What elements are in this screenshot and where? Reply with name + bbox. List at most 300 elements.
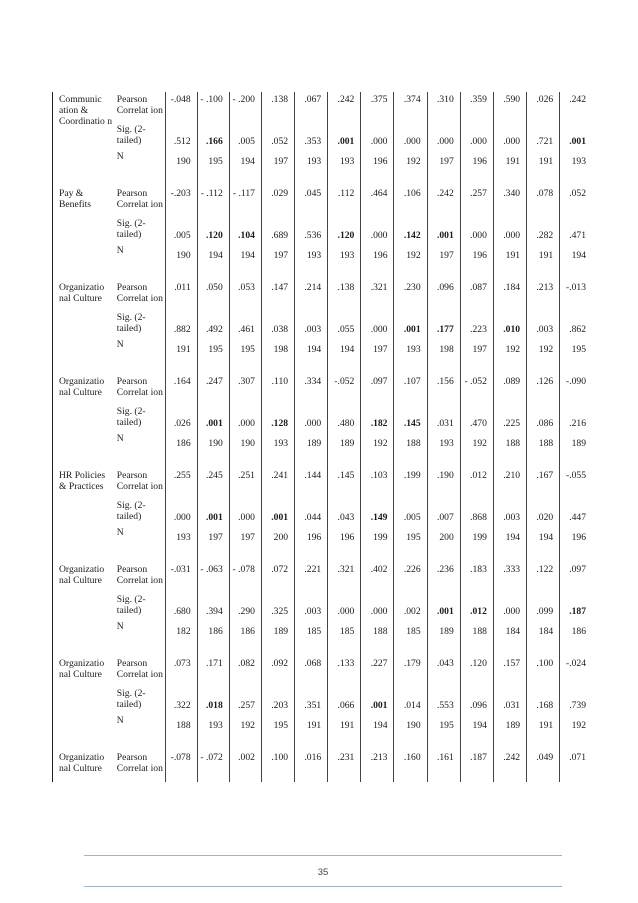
n-value: 190 <box>229 429 261 454</box>
spacer-cell <box>295 360 328 374</box>
spacer-cell <box>394 266 427 280</box>
pearson-value: .133 <box>328 656 361 688</box>
sig-value: .031 <box>427 406 460 429</box>
pearson-value: .097 <box>560 562 592 594</box>
pearson-value: .089 <box>493 374 526 406</box>
sig-value: .166 <box>197 124 229 147</box>
pearson-value: .012 <box>460 468 493 500</box>
sig-value: .018 <box>197 688 229 711</box>
pearson-value: -.090 <box>560 374 592 406</box>
pearson-value: .145 <box>328 468 361 500</box>
pearson-value: .100 <box>527 656 560 688</box>
table-row <box>53 147 593 172</box>
pearson-value: .227 <box>361 656 394 688</box>
spacer-cell <box>328 736 361 750</box>
spacer-cell <box>165 454 197 468</box>
spacer-cell <box>115 172 165 186</box>
sig-value: .000 <box>361 594 394 617</box>
sig-value: .001 <box>361 688 394 711</box>
stat-label-n: N <box>116 715 124 726</box>
table-row <box>53 241 593 266</box>
n-value: 184 <box>493 617 526 642</box>
block-spacer <box>53 454 593 468</box>
pearson-value: .230 <box>394 280 427 312</box>
spacer-cell <box>460 548 493 562</box>
sig-value: .002 <box>394 594 427 617</box>
spacer-cell <box>460 360 493 374</box>
spacer-cell <box>560 266 592 280</box>
n-value: 197 <box>261 147 294 172</box>
spacer-cell <box>460 642 493 656</box>
sig-value: .868 <box>460 500 493 523</box>
stat-label-n: N <box>116 433 124 444</box>
n-value: 200 <box>427 523 460 548</box>
sig-value: .203 <box>261 688 294 711</box>
spacer-cell <box>527 172 560 186</box>
pearson-value: .245 <box>197 468 229 500</box>
spacer-cell <box>394 172 427 186</box>
n-value: 188 <box>493 429 526 454</box>
table-row <box>53 617 593 642</box>
sig-value: .000 <box>493 218 526 241</box>
sig-value: .020 <box>527 500 560 523</box>
pearson-value: .110 <box>261 374 294 406</box>
pearson-value: .067 <box>295 92 328 124</box>
spacer-cell <box>427 172 460 186</box>
spacer-cell <box>261 642 294 656</box>
n-value: 188 <box>527 429 560 454</box>
n-value: 199 <box>361 523 394 548</box>
pearson-value: .107 <box>394 374 427 406</box>
sig-value: .038 <box>261 312 294 335</box>
sig-value: .739 <box>560 688 592 711</box>
n-value: 196 <box>560 523 592 548</box>
n-value: 194 <box>460 711 493 736</box>
pearson-value: .333 <box>493 562 526 594</box>
sig-value: .000 <box>229 406 261 429</box>
sig-value: .000 <box>493 124 526 147</box>
pearson-value: .464 <box>361 186 394 218</box>
n-value: 188 <box>361 617 394 642</box>
n-value: 193 <box>394 335 427 360</box>
page-footer <box>84 855 562 887</box>
sig-value: .026 <box>165 406 197 429</box>
pearson-value: .247 <box>197 374 229 406</box>
pearson-value: .199 <box>394 468 427 500</box>
table-row <box>53 186 593 218</box>
sig-value: .216 <box>560 406 592 429</box>
pearson-value: .122 <box>527 562 560 594</box>
pearson-value: .087 <box>460 280 493 312</box>
spacer-cell <box>527 548 560 562</box>
spacer-cell <box>295 266 328 280</box>
stat-label-pearson: Pearson Correlat ion <box>116 282 163 304</box>
sig-value: .882 <box>165 312 197 335</box>
spacer-cell <box>295 454 328 468</box>
sig-value: .001 <box>261 500 294 523</box>
sig-value: .001 <box>394 312 427 335</box>
sig-value: .351 <box>295 688 328 711</box>
spacer-cell <box>560 642 592 656</box>
correlation-table <box>52 92 592 782</box>
pearson-value: .213 <box>527 280 560 312</box>
pearson-value: .050 <box>197 280 229 312</box>
n-value: 193 <box>328 147 361 172</box>
spacer-cell <box>560 360 592 374</box>
pearson-value: .100 <box>261 750 294 782</box>
n-value: 194 <box>493 523 526 548</box>
pearson-value: .071 <box>560 750 592 782</box>
table-row <box>53 374 593 406</box>
spacer-cell <box>261 454 294 468</box>
spacer-cell <box>328 360 361 374</box>
sig-value: .470 <box>460 406 493 429</box>
pearson-value: .052 <box>560 186 592 218</box>
table-row <box>53 429 593 454</box>
spacer-cell <box>427 736 460 750</box>
spacer-cell <box>493 736 526 750</box>
n-value: 191 <box>527 241 560 266</box>
n-value: 189 <box>427 617 460 642</box>
pearson-value: .156 <box>427 374 460 406</box>
sig-value: .177 <box>427 312 460 335</box>
pearson-value: .073 <box>165 656 197 688</box>
stat-label-sig: Sig. (2- tailed) <box>116 312 146 334</box>
pearson-value: .103 <box>361 468 394 500</box>
spacer-cell <box>229 642 261 656</box>
n-value: 197 <box>261 241 294 266</box>
pearson-value: .359 <box>460 92 493 124</box>
sig-value: .225 <box>493 406 526 429</box>
spacer-cell <box>197 360 229 374</box>
n-value: 195 <box>197 147 229 172</box>
sig-value: .536 <box>295 218 328 241</box>
n-value: 193 <box>295 241 328 266</box>
spacer-cell <box>295 736 328 750</box>
n-value: 191 <box>493 241 526 266</box>
sig-value: .187 <box>560 594 592 617</box>
spacer-cell <box>527 360 560 374</box>
pearson-value: .375 <box>361 92 394 124</box>
n-value: 198 <box>427 335 460 360</box>
spacer-cell <box>361 172 394 186</box>
pearson-value: - .200 <box>229 92 261 124</box>
stat-label-n: N <box>116 339 124 350</box>
correlation-table-container <box>52 92 592 782</box>
stat-label-pearson: Pearson Correlat ion <box>116 752 163 774</box>
sig-value: .325 <box>261 594 294 617</box>
n-value: 197 <box>427 147 460 172</box>
spacer-cell <box>361 454 394 468</box>
sig-value: .512 <box>165 124 197 147</box>
sig-value: .001 <box>427 594 460 617</box>
sig-value: .005 <box>229 124 261 147</box>
sig-value: .394 <box>197 594 229 617</box>
stat-label-pearson: Pearson Correlat ion <box>116 94 163 116</box>
pearson-value: .231 <box>328 750 361 782</box>
n-value: 193 <box>295 147 328 172</box>
n-value: 190 <box>165 147 197 172</box>
n-value: 193 <box>427 429 460 454</box>
pearson-value: .236 <box>427 562 460 594</box>
n-value: 192 <box>361 429 394 454</box>
n-value: 188 <box>165 711 197 736</box>
n-value: 192 <box>394 241 427 266</box>
variable-label: Organizatio nal Culture <box>53 750 115 782</box>
pearson-value: .242 <box>493 750 526 782</box>
table-row <box>53 312 593 335</box>
n-value: 194 <box>295 335 328 360</box>
spacer-cell <box>115 736 165 750</box>
n-value: 182 <box>165 617 197 642</box>
spacer-cell <box>527 642 560 656</box>
n-value: 195 <box>394 523 427 548</box>
pearson-value: .106 <box>394 186 427 218</box>
n-value: 197 <box>197 523 229 548</box>
n-value: 190 <box>165 241 197 266</box>
spacer-cell <box>560 172 592 186</box>
spacer-cell <box>165 172 197 186</box>
pearson-value: .026 <box>527 92 560 124</box>
spacer-cell <box>427 548 460 562</box>
table-row <box>53 562 593 594</box>
n-value: 190 <box>197 429 229 454</box>
spacer-cell <box>328 642 361 656</box>
sig-value: .003 <box>295 312 328 335</box>
pearson-value: .241 <box>261 468 294 500</box>
n-value: 189 <box>560 429 592 454</box>
n-value: 190 <box>394 711 427 736</box>
pearson-value: .092 <box>261 656 294 688</box>
sig-value: .120 <box>197 218 229 241</box>
pearson-value: - .052 <box>460 374 493 406</box>
pearson-value: .053 <box>229 280 261 312</box>
pearson-value: .120 <box>460 656 493 688</box>
pearson-value: .049 <box>527 750 560 782</box>
pearson-value: .160 <box>394 750 427 782</box>
table-row <box>53 218 593 241</box>
sig-value: .010 <box>493 312 526 335</box>
pearson-value: .187 <box>460 750 493 782</box>
n-value: 192 <box>560 711 592 736</box>
n-value: 186 <box>560 617 592 642</box>
pearson-value: .402 <box>361 562 394 594</box>
n-value: 196 <box>361 147 394 172</box>
pearson-value: .072 <box>261 562 294 594</box>
table-row <box>53 750 593 782</box>
sig-value: .149 <box>361 500 394 523</box>
sig-value: .721 <box>527 124 560 147</box>
n-value: 189 <box>493 711 526 736</box>
sig-value: .005 <box>165 218 197 241</box>
n-value: 185 <box>394 617 427 642</box>
pearson-value: .307 <box>229 374 261 406</box>
pearson-value: .045 <box>295 186 328 218</box>
spacer-cell <box>394 454 427 468</box>
pearson-value: .157 <box>493 656 526 688</box>
n-value: 194 <box>229 147 261 172</box>
pearson-value: - .072 <box>197 750 229 782</box>
spacer-cell <box>460 454 493 468</box>
n-value: 193 <box>197 711 229 736</box>
stat-label-n: N <box>116 151 124 162</box>
pearson-value: .082 <box>229 656 261 688</box>
n-value: 194 <box>560 241 592 266</box>
stat-label-pearson: Pearson Correlat ion <box>116 564 163 586</box>
n-value: 197 <box>427 241 460 266</box>
spacer-cell <box>328 266 361 280</box>
stat-label-pearson: Pearson Correlat ion <box>116 470 163 492</box>
sig-value: .001 <box>197 406 229 429</box>
pearson-value: .251 <box>229 468 261 500</box>
n-value: 192 <box>229 711 261 736</box>
sig-value: .553 <box>427 688 460 711</box>
pearson-value: .016 <box>295 750 328 782</box>
sig-value: .142 <box>394 218 427 241</box>
spacer-cell <box>115 548 165 562</box>
variable-label: Communic ation & Coordinatio n <box>53 92 115 172</box>
pearson-value: .097 <box>361 374 394 406</box>
spacer-cell <box>53 454 115 468</box>
n-value: 189 <box>295 429 328 454</box>
sig-value: .000 <box>361 312 394 335</box>
n-value: 189 <box>328 429 361 454</box>
n-value: 191 <box>295 711 328 736</box>
sig-value: .043 <box>328 500 361 523</box>
table-row <box>53 523 593 548</box>
spacer-cell <box>197 642 229 656</box>
block-spacer <box>53 360 593 374</box>
spacer-cell <box>53 642 115 656</box>
spacer-cell <box>427 266 460 280</box>
sig-value: .052 <box>261 124 294 147</box>
stat-label-sig: Sig. (2- tailed) <box>116 594 146 616</box>
spacer-cell <box>361 266 394 280</box>
sig-value: .223 <box>460 312 493 335</box>
n-value: 197 <box>229 523 261 548</box>
block-spacer <box>53 642 593 656</box>
pearson-value: .221 <box>295 562 328 594</box>
n-value: 186 <box>165 429 197 454</box>
variable-label: Organizatio nal Culture <box>53 562 115 642</box>
sig-value: .353 <box>295 124 328 147</box>
table-row <box>53 500 593 523</box>
spacer-cell <box>229 454 261 468</box>
stat-label-n: N <box>116 245 124 256</box>
sig-value: .012 <box>460 594 493 617</box>
spacer-cell <box>115 454 165 468</box>
pearson-value: .226 <box>394 562 427 594</box>
block-spacer <box>53 736 593 750</box>
spacer-cell <box>460 736 493 750</box>
sig-value: .000 <box>165 500 197 523</box>
pearson-value: .029 <box>261 186 294 218</box>
spacer-cell <box>493 642 526 656</box>
table-row <box>53 406 593 429</box>
sig-value: .120 <box>328 218 361 241</box>
spacer-cell <box>261 172 294 186</box>
n-value: 195 <box>560 335 592 360</box>
sig-value: .168 <box>527 688 560 711</box>
pearson-value: .068 <box>295 656 328 688</box>
table-row <box>53 688 593 711</box>
spacer-cell <box>394 548 427 562</box>
spacer-cell <box>115 266 165 280</box>
sig-value: .282 <box>527 218 560 241</box>
spacer-cell <box>229 172 261 186</box>
sig-value: .003 <box>295 594 328 617</box>
stat-label-sig: Sig. (2- tailed) <box>116 218 146 240</box>
pearson-value: .138 <box>328 280 361 312</box>
spacer-cell <box>115 360 165 374</box>
sig-value: .000 <box>361 218 394 241</box>
n-value: 196 <box>328 523 361 548</box>
sig-value: .000 <box>427 124 460 147</box>
pearson-value: -.203 <box>165 186 197 218</box>
pearson-value: - .100 <box>197 92 229 124</box>
page-number: 35 <box>317 867 329 878</box>
spacer-cell <box>295 172 328 186</box>
sig-value: .044 <box>295 500 328 523</box>
pearson-value: .321 <box>361 280 394 312</box>
n-value: 198 <box>261 335 294 360</box>
pearson-value: .242 <box>427 186 460 218</box>
n-value: 199 <box>460 523 493 548</box>
variable-label: Organizatio nal Culture <box>53 280 115 360</box>
n-value: 194 <box>229 241 261 266</box>
spacer-cell <box>328 454 361 468</box>
pearson-value: .171 <box>197 656 229 688</box>
sig-value: .001 <box>328 124 361 147</box>
sig-value: .014 <box>394 688 427 711</box>
sig-value: .096 <box>460 688 493 711</box>
sig-value: .007 <box>427 500 460 523</box>
table-row <box>53 656 593 688</box>
spacer-cell <box>328 548 361 562</box>
sig-value: .447 <box>560 500 592 523</box>
spacer-cell <box>165 548 197 562</box>
spacer-cell <box>361 360 394 374</box>
pearson-value: - .112 <box>197 186 229 218</box>
pearson-value: - .078 <box>229 562 261 594</box>
variable-label: Organizatio nal Culture <box>53 374 115 454</box>
n-value: 192 <box>394 147 427 172</box>
spacer-cell <box>165 642 197 656</box>
footer-bottom-rule <box>84 886 562 887</box>
pearson-value: .126 <box>527 374 560 406</box>
n-value: 191 <box>493 147 526 172</box>
pearson-value: .078 <box>527 186 560 218</box>
block-spacer <box>53 548 593 562</box>
spacer-cell <box>261 360 294 374</box>
stat-label-sig: Sig. (2- tailed) <box>116 406 146 428</box>
pearson-value: -.031 <box>165 562 197 594</box>
sig-value: .003 <box>527 312 560 335</box>
sig-value: .471 <box>560 218 592 241</box>
sig-value: .055 <box>328 312 361 335</box>
variable-label: Pay & Benefits <box>53 186 115 266</box>
n-value: 193 <box>165 523 197 548</box>
n-value: 193 <box>261 429 294 454</box>
spacer-cell <box>197 454 229 468</box>
spacer-cell <box>53 548 115 562</box>
sig-value: .000 <box>394 124 427 147</box>
spacer-cell <box>427 360 460 374</box>
n-value: 195 <box>229 335 261 360</box>
pearson-value: .043 <box>427 656 460 688</box>
pearson-value: .011 <box>165 280 197 312</box>
spacer-cell <box>460 266 493 280</box>
